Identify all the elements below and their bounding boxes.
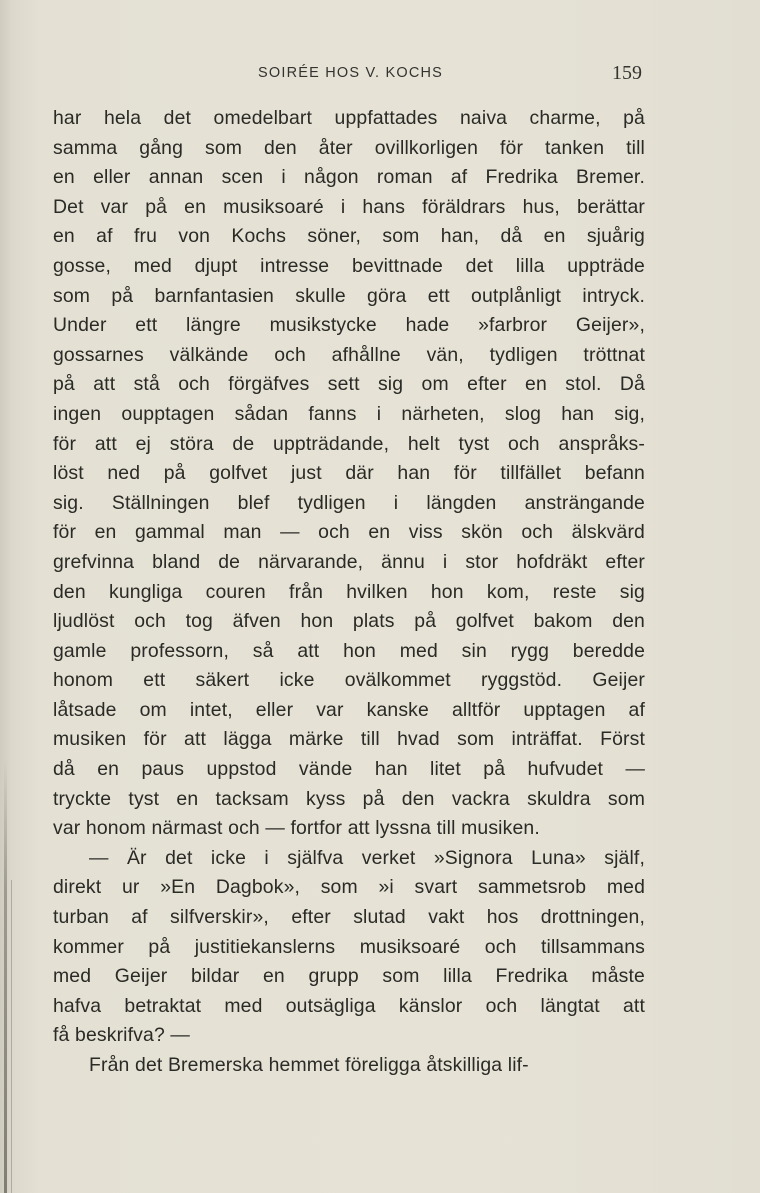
text-line: — Är det icke i själfva verket »Signora Luna» själf, [89, 846, 645, 869]
text-line: var honom närmast och — fortfor att lyssna till musiken. [53, 817, 540, 840]
text-line: direkt ur »En Dagbok», som »i svart sammetsrob med [53, 876, 645, 899]
text-line: hafva betraktat med outsägliga känslor och längtat att [53, 994, 645, 1017]
text-line: ingen oupptagen sådan fanns i närheten, slog han sig, [53, 402, 645, 425]
page-number: 159 [612, 62, 642, 84]
text-line: kommer på justitiekanslerns musiksoaré och tillsammans [53, 935, 645, 958]
text-line: för en gammal man — och en viss skön och älskvärd [53, 521, 645, 544]
binding-shadow [4, 760, 7, 1193]
text-line: gamle professorn, så att hon med sin rygg beredde [53, 639, 645, 662]
text-line: löst ned på golfvet just där han för tillfället befann [53, 462, 645, 485]
running-head [0, 62, 760, 86]
text-line: gossarnes välkände och afhållne vän, tydligen tröttnat [53, 343, 645, 366]
text-line: Under ett längre musikstycke hade »farbror Geijer», [53, 314, 645, 337]
text-line: få beskrifva? — [53, 1024, 190, 1047]
text-line: Från det Bremerska hemmet föreligga åtskilliga lif- [89, 1054, 529, 1076]
text-line: en af fru von Kochs söner, som han, då en sjuårig [53, 225, 645, 248]
text-line: gosse, med djupt intresse bevittnade det lilla uppträde [53, 254, 645, 277]
text-line: en eller annan scen i någon roman af Fredrika Bremer. [53, 166, 645, 189]
running-title: SOIRÉE HOS V. KOCHS [258, 65, 444, 81]
text-line: tryckte tyst en tacksam kyss på den vackra skuldra som [53, 787, 645, 810]
text-line: på att stå och förgäfves sett sig om efter en stol. Då [53, 373, 645, 396]
text-line: samma gång som den åter ovillkorligen för tanken till [53, 136, 645, 159]
text-line: Det var på en musiksoaré i hans föräldrars hus, berättar [53, 195, 645, 218]
text-line: den kungliga couren från hvilken hon kom, reste sig [53, 580, 645, 603]
text-line: ljudlöst och tog äfven hon plats på golfvet bakom den [53, 610, 645, 633]
text-line: låtsade om intet, eller var kanske alltför upptagen af [53, 698, 645, 721]
body-text [53, 104, 645, 1081]
text-line: med Geijer bildar en grupp som lilla Fredrika måste [53, 965, 645, 988]
text-line: har hela det omedelbart uppfattades naiva charme, på [53, 107, 645, 129]
binding-edge [11, 880, 12, 1193]
text-line: grefvinna bland de närvarande, ännu i stor hofdräkt efter [53, 550, 645, 573]
text-line: för att ej störa de uppträdande, helt tyst och anspråks- [53, 432, 645, 455]
text-line: sig. Ställningen blef tydligen i längden ansträngande [53, 491, 645, 514]
text-line: då en paus uppstod vände han litet på hufvudet — [53, 758, 645, 781]
text-line: som på barnfantasien skulle göra ett outplånligt intryck. [53, 284, 645, 307]
text-line: turban af silfverskir», efter slutad vakt hos drottningen, [53, 906, 645, 929]
text-line: musiken för att lägga märke till hvad som inträffat. Först [53, 728, 645, 751]
text-line: honom ett säkert icke ovälkommet ryggstöd. Geijer [53, 669, 645, 692]
